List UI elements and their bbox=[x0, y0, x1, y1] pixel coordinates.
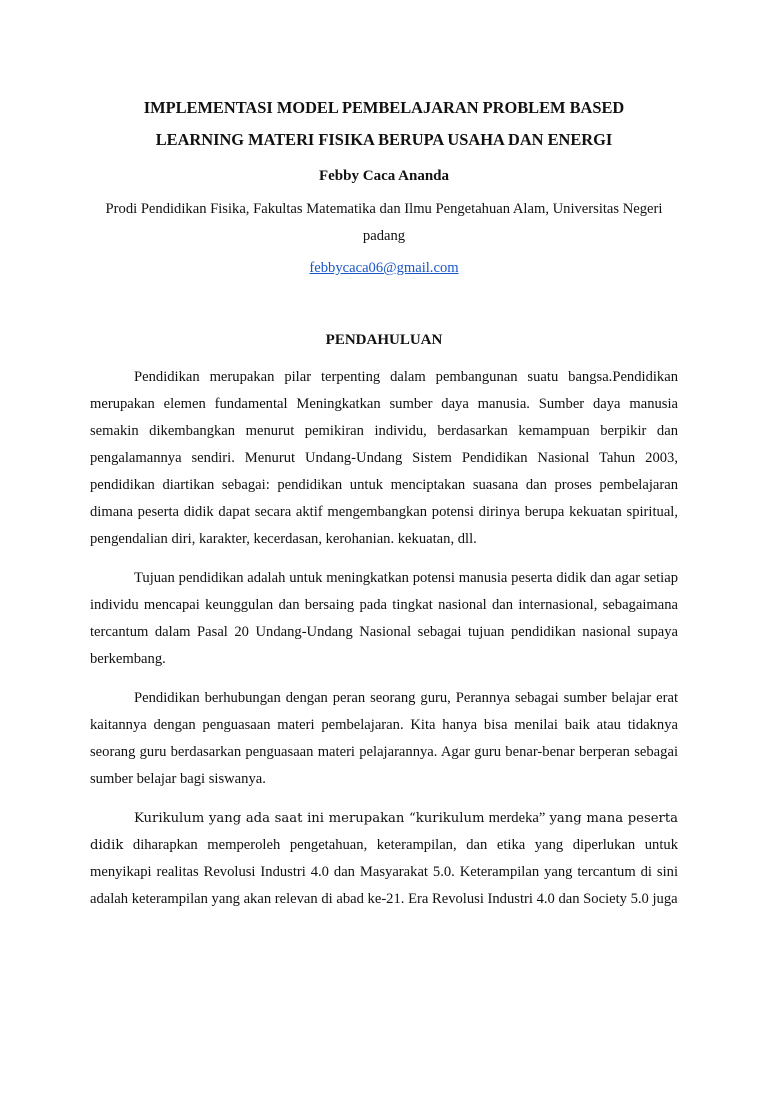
section-heading: PENDAHULUAN bbox=[325, 332, 443, 348]
paragraph-4-part-2: merdeka” bbox=[484, 810, 550, 826]
paragraph-4-part-4: diharapkan memperoleh pengetahuan, keterampilan, dan etika yang diperlukan untuk menyikapi realitas Revolusi Industri 4.0 dan Masyarakat 5.0. Keterampilan yang tercantum di sini adalah keterampilan yang akan relevan di abad ke-21. Era Revolusi Industri 4.0 dan Society 5.0 juga bbox=[90, 837, 678, 907]
document-page bbox=[0, 92, 768, 1116]
paragraph-4-part-3: yang mana peserta didik bbox=[90, 811, 679, 853]
title-line-1: IMPLEMENTASI MODEL PEMBELAJARAN PROBLEM BASED bbox=[143, 98, 625, 117]
author-email bbox=[90, 258, 678, 278]
paragraph-4 bbox=[90, 805, 678, 913]
paragraph-4-part-1: Kurikulum yang ada saat ini merupakan “kurikulum bbox=[134, 811, 485, 826]
paragraph-2: Tujuan pendidikan adalah untuk meningkatkan potensi manusia peserta didik dan agar setiap individu mencapai keunggulan dan bersaing pada tingkat nasional dan internasional, sebagaimana tercantum dalam Pasal 20 Undang-Undang Nasional sebagai tujuan pendidikan nasional supaya berkembang. bbox=[90, 570, 678, 667]
paragraph-3: Pendidikan berhubungan dengan peran seorang guru, Perannya sebagai sumber belajar erat kaitannya dengan penguasaan materi pembelajaran. Kita hanya bisa menilai baik atau tidaknya seorang guru berdasarkan penguasaan materi pelajarannya. Agar guru benar-benar berperan sebagai sumber belajar bagi siswanya. bbox=[90, 690, 678, 787]
paragraph-1: Pendidikan merupakan pilar terpenting dalam pembangunan suatu bangsa.Pendidikan merupakan elemen fundamental Meningkatkan sumber daya manusia. Sumber daya manusia semakin dikembangkan menurut pemikiran individu, berdasarkan kemampuan berpikir dan pengalamannya sendiri. Menurut Undang-Undang Sistem Pendidikan Nasional Tahun 2003, pendidikan diartikan sebagai: pendidikan untuk menciptakan suasana dan proses pembelajaran dimana peserta didik dapat secara aktif mengembangkan potensi dirinya berupa kekuatan spiritual, pengendalian diri, karakter, kecerdasan, kerohanian. kekuatan, dll. bbox=[90, 369, 678, 547]
paper-title bbox=[90, 92, 678, 156]
author-name: Febby Caca Ananda bbox=[318, 168, 450, 184]
email-link[interactable]: febbycaca06@gmail.com bbox=[309, 260, 459, 276]
author-affiliation: Prodi Pendidikan Fisika, Fakultas Matematika dan Ilmu Pengetahuan Alam, Universitas Negeri padang bbox=[105, 201, 663, 244]
title-line-2: LEARNING MATERI FISIKA BERUPA USAHA DAN ENERGI bbox=[155, 130, 613, 149]
